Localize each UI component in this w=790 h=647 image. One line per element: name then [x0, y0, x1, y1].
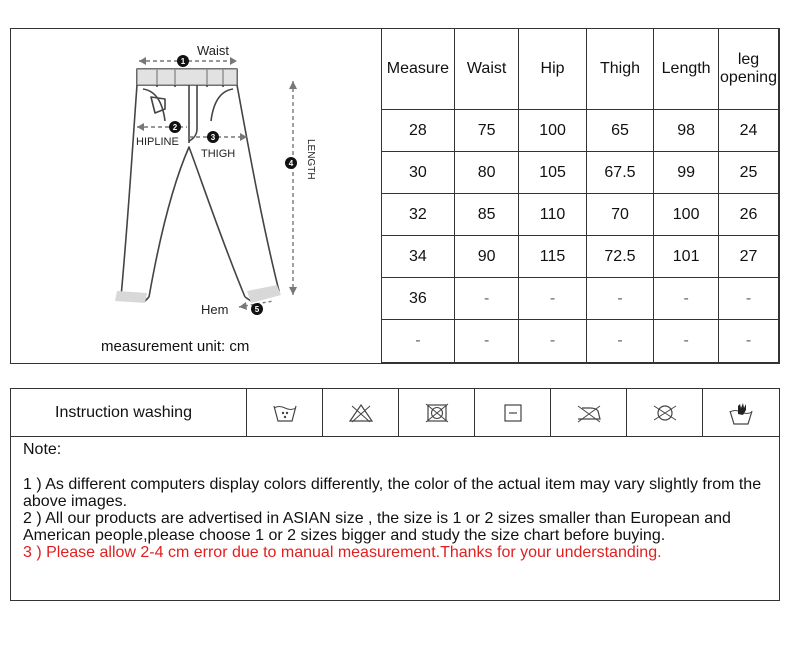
thigh-label: THIGH	[201, 148, 236, 160]
table-cell: 80	[454, 152, 519, 194]
table-cell: 24	[718, 110, 778, 152]
table-cell: 72.5	[586, 236, 654, 278]
table-row	[382, 278, 779, 320]
waist-label: Waist	[197, 43, 230, 58]
marker-2-label: 2	[172, 123, 178, 132]
wash-cell	[627, 389, 703, 436]
do-not-bleach-icon	[348, 402, 374, 424]
size-chart-panel	[10, 28, 780, 364]
washing-label: Instruction washing	[11, 389, 247, 436]
iron-low-icon	[574, 402, 604, 424]
notes-section	[23, 441, 773, 561]
header-thigh: Thigh	[586, 29, 654, 110]
wash-cell	[247, 389, 323, 436]
table-cell: -	[519, 278, 586, 320]
marker-3-label: 3	[210, 133, 216, 142]
table-cell: 100	[654, 194, 719, 236]
do-not-tumble-dry-icon	[424, 402, 450, 424]
header-hip: Hip	[519, 29, 586, 110]
table-cell: -	[382, 320, 455, 363]
marker-1-label: 1	[180, 57, 186, 66]
table-cell: 65	[586, 110, 654, 152]
table-cell: 67.5	[586, 152, 654, 194]
pants-measurement-diagram	[11, 29, 381, 363]
header-length: Length	[654, 29, 719, 110]
marker-4-label: 4	[288, 159, 294, 168]
table-cell: 25	[718, 152, 778, 194]
table-cell: 28	[382, 110, 455, 152]
notes-title: Note:	[23, 441, 62, 458]
wash-cell	[475, 389, 551, 436]
marker-5-label: 5	[254, 305, 260, 314]
table-cell: 115	[519, 236, 586, 278]
table-cell: 98	[654, 110, 719, 152]
hipline-label: HIPLINE	[136, 136, 179, 148]
size-table	[381, 28, 779, 363]
hand-wash-30-icon	[272, 402, 298, 424]
table-cell: 70	[586, 194, 654, 236]
hand-wash-icon	[727, 400, 755, 426]
length-label: LENGTH	[305, 139, 316, 180]
table-row	[382, 320, 779, 363]
wash-cell	[703, 389, 779, 436]
washing-instructions-row	[11, 389, 779, 437]
table-row	[382, 152, 779, 194]
table-cell: -	[654, 320, 719, 363]
wash-cell	[551, 389, 627, 436]
table-cell: -	[654, 278, 719, 320]
table-cell: 101	[654, 236, 719, 278]
note-line-1: 1 ) As different computers display colors differently, the color of the actual item may vary slightly from the above images.	[23, 476, 762, 510]
line-dry-icon	[500, 402, 526, 424]
hem-label: Hem	[201, 302, 229, 317]
table-cell: 27	[718, 236, 778, 278]
table-cell: 100	[519, 110, 586, 152]
table-cell: 90	[454, 236, 519, 278]
table-cell: -	[454, 320, 519, 363]
do-not-dry-clean-icon	[650, 402, 680, 424]
table-cell: 110	[519, 194, 586, 236]
table-cell: 85	[454, 194, 519, 236]
table-cell: 105	[519, 152, 586, 194]
header-waist: Waist	[454, 29, 519, 110]
washing-notes-panel	[10, 388, 780, 601]
note-line-3: 3 ) Please allow 2-4 cm error due to manual measurement.Thanks for your understanding.	[23, 544, 662, 561]
table-header-row	[382, 29, 779, 110]
table-cell: 36	[382, 278, 455, 320]
table-cell: 30	[382, 152, 455, 194]
measurement-unit-text: measurement unit: cm	[101, 338, 250, 355]
table-cell: 75	[454, 110, 519, 152]
note-line-2: 2 ) All our products are advertised in ASIAN size , the size is 1 or 2 sizes smaller than European and American people,please choose 1 or 2 sizes bigger and study the size chart before buying.	[23, 510, 731, 544]
table-cell: -	[586, 320, 654, 363]
table-cell: 34	[382, 236, 455, 278]
header-leg-opening-line2: opening	[720, 69, 777, 86]
wash-cell	[399, 389, 475, 436]
table-cell: 26	[718, 194, 778, 236]
table-cell: -	[519, 320, 586, 363]
table-row	[382, 236, 779, 278]
header-leg-opening-line1: leg	[737, 51, 760, 68]
table-row	[382, 110, 779, 152]
table-cell: -	[454, 278, 519, 320]
table-cell: 99	[654, 152, 719, 194]
table-cell: -	[718, 320, 778, 363]
table-cell: -	[586, 278, 654, 320]
table-cell: 32	[382, 194, 455, 236]
wash-cell	[323, 389, 399, 436]
header-measure: Measure	[382, 29, 455, 110]
table-row	[382, 194, 779, 236]
header-leg-opening	[718, 29, 778, 110]
table-cell: -	[718, 278, 778, 320]
